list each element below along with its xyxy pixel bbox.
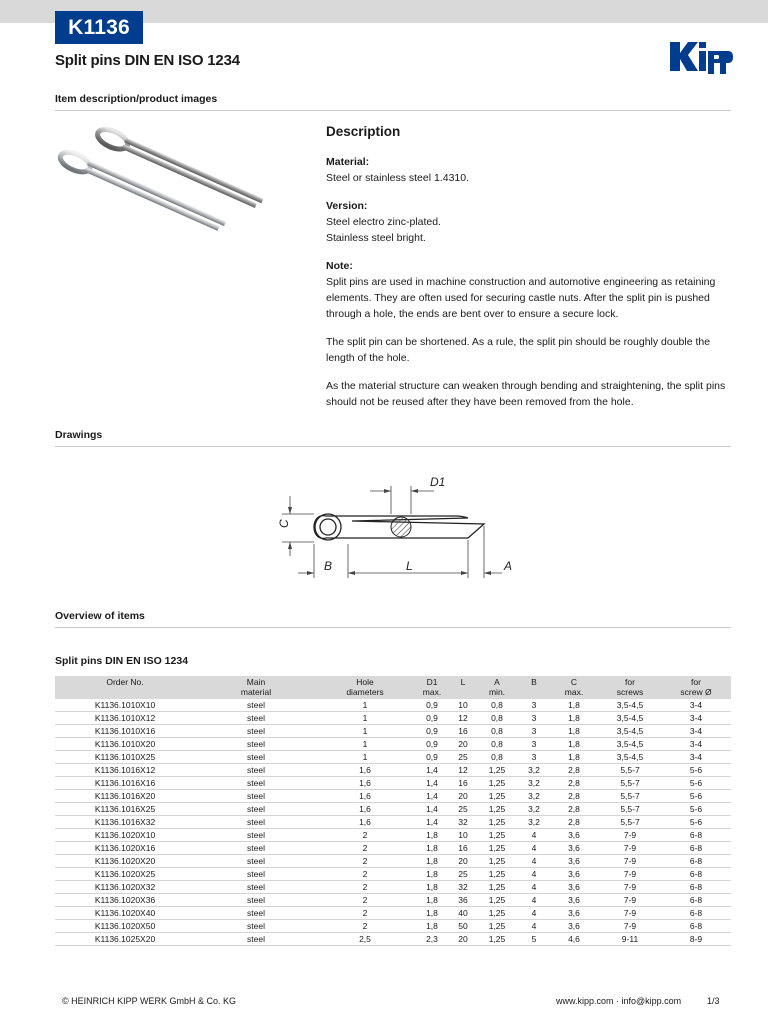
table-cell: steel [195,894,317,907]
table-cell: 2,8 [549,777,599,790]
table-cell: 0,9 [413,725,451,738]
table-row [55,920,731,933]
table-cell: 4 [519,855,549,868]
column-header-line: D1 [426,677,438,687]
table-cell: 20 [451,790,475,803]
table-cell: steel [195,712,317,725]
table-cell: K1136.1020X40 [55,907,195,920]
description-heading: Description [326,124,401,139]
table-cell: 1,6 [317,803,413,816]
table-cell: 20 [451,855,475,868]
table-cell: 3,6 [549,855,599,868]
table-cell: 2 [317,829,413,842]
note-paragraph-1: Split pins are used in machine construction and automotive engineering as retaining elements. They are often used for securing castle nuts. After the split pin is pushed through a hole, the ends are bent over to ensure a secure lock. [326,276,716,320]
table-cell: 7-9 [599,829,661,842]
table-cell: 6-8 [661,907,731,920]
table-cell: 1,8 [413,855,451,868]
table-cell: 1,8 [413,829,451,842]
table-cell: steel [195,933,317,946]
table-cell: 1,25 [475,777,519,790]
table-cell: 6-8 [661,868,731,881]
table-cell: 12 [451,712,475,725]
table-cell: 1,25 [475,816,519,829]
dimension-label-a: A [504,559,513,573]
table-cell: 6-8 [661,855,731,868]
table-cell: 1,8 [549,699,599,712]
table-cell: steel [195,816,317,829]
table-cell: 2 [317,881,413,894]
table-cell: 1,25 [475,842,519,855]
table-cell: 1,25 [475,907,519,920]
table-cell: steel [195,725,317,738]
table-cell: steel [195,699,317,712]
table-cell: K1136.1016X20 [55,790,195,803]
table-cell: 5-6 [661,803,731,816]
table-cell: 1,4 [413,764,451,777]
footer-copyright: © HEINRICH KIPP WERK GmbH & Co. KG [62,996,236,1006]
table-cell: 4,6 [549,933,599,946]
table-cell: steel [195,764,317,777]
column-header-line: screws [616,687,644,697]
table-cell: K1136.1020X20 [55,855,195,868]
column-header-line [453,687,473,697]
table-cell: 0,8 [475,699,519,712]
table-cell: 5-6 [661,816,731,829]
dimension-label-l: L [406,559,413,573]
table-cell: steel [195,829,317,842]
table-cell: 3 [519,725,549,738]
table-cell: 32 [451,816,475,829]
table-row [55,725,731,738]
table-cell: 1,25 [475,933,519,946]
table-cell: 36 [451,894,475,907]
column-header-line: max. [422,687,442,697]
version-text-2: Stainless steel bright. [326,232,426,244]
table-cell: 3 [519,738,549,751]
table-cell: 2,3 [413,933,451,946]
table-cell: 32 [451,881,475,894]
table-row [55,842,731,855]
table-cell: 6-8 [661,842,731,855]
material-label: Material: [326,156,370,168]
table-cell: 3,5-4,5 [599,712,661,725]
column-header-line: material [240,687,272,697]
table-cell: 4 [519,920,549,933]
table-cell: 1,8 [549,738,599,751]
table-row [55,933,731,946]
table-cell: 2 [317,842,413,855]
table-cell: 3,2 [519,816,549,829]
table-cell: 3-4 [661,699,731,712]
table-cell: 1,8 [413,881,451,894]
table-row [55,790,731,803]
table-row [55,738,731,751]
table-title: Split pins DIN EN ISO 1234 [55,655,189,667]
table-cell: 3,2 [519,803,549,816]
table-cell: 1,25 [475,855,519,868]
table-cell: 0,9 [413,699,451,712]
table-cell: 3 [519,751,549,764]
table-cell: 3,6 [549,920,599,933]
table-cell: 2 [317,907,413,920]
table-cell: 0,9 [413,738,451,751]
table-cell: 6-8 [661,894,731,907]
table-cell: 3 [519,712,549,725]
table-cell: K1136.1016X32 [55,816,195,829]
column-header [599,676,661,699]
column-header-line [521,687,547,697]
table-cell: 3,2 [519,790,549,803]
table-cell: 0,8 [475,738,519,751]
version-text-1: Steel electro zinc-plated. [326,216,441,228]
table-cell: 0,9 [413,712,451,725]
table-cell: steel [195,920,317,933]
table-cell: 1,8 [413,907,451,920]
table-row [55,816,731,829]
table-cell: 5-6 [661,790,731,803]
table-cell: 1 [317,699,413,712]
table-cell: 1,25 [475,868,519,881]
table-cell: steel [195,803,317,816]
table-row [55,751,731,764]
column-header-line: Hole [356,677,374,687]
table-cell: steel [195,842,317,855]
table-cell: 10 [451,829,475,842]
table-cell: 5,5-7 [599,777,661,790]
material-text: Steel or stainless steel 1.4310. [326,172,470,184]
version-block [326,198,731,246]
table-cell: steel [195,790,317,803]
table-row [55,868,731,881]
table-cell: 7-9 [599,855,661,868]
table-row [55,777,731,790]
table-cell: 5,5-7 [599,764,661,777]
table-cell: 1,8 [549,712,599,725]
table-cell: 5,5-7 [599,790,661,803]
table-cell: 5-6 [661,764,731,777]
note-label: Note: [326,260,353,272]
split-pin-technical-drawing [262,466,526,586]
table-cell: 0,8 [475,725,519,738]
table-cell: 16 [451,842,475,855]
table-cell: 1 [317,712,413,725]
table-cell: 7-9 [599,920,661,933]
table-cell: 1,8 [549,725,599,738]
page-title: Split pins DIN EN ISO 1234 [55,52,240,69]
table-cell: 3 [519,699,549,712]
table-cell: 2 [317,855,413,868]
table-cell: steel [195,907,317,920]
table-cell: 25 [451,803,475,816]
column-header-line: B [531,677,537,687]
table-cell: 5-6 [661,777,731,790]
table-cell: K1136.1020X36 [55,894,195,907]
column-header [549,676,599,699]
table-cell: 1,25 [475,790,519,803]
table-cell: 1,6 [317,777,413,790]
table-row [55,881,731,894]
table-header-row [55,676,731,699]
table-cell: 1,25 [475,881,519,894]
dimension-label-b: B [324,559,333,573]
section-divider [55,110,731,111]
column-header-line: Order No. [106,677,144,687]
table-cell: 40 [451,907,475,920]
table-row [55,699,731,712]
table-cell: 1 [317,725,413,738]
table-row [55,764,731,777]
table-cell: K1136.1010X16 [55,725,195,738]
table-cell: 1,8 [413,920,451,933]
table-cell: K1136.1025X20 [55,933,195,946]
table-cell: K1136.1020X25 [55,868,195,881]
column-header [519,676,549,699]
table-cell: 3,6 [549,894,599,907]
table-row [55,712,731,725]
table-cell: 3,6 [549,842,599,855]
table-cell: 7-9 [599,894,661,907]
table-cell: 3,6 [549,868,599,881]
table-cell: 6-8 [661,881,731,894]
table-cell: 16 [451,777,475,790]
table-cell: 3,6 [549,907,599,920]
table-cell: 3,2 [519,764,549,777]
table-cell: K1136.1016X16 [55,777,195,790]
table-cell: 0,8 [475,712,519,725]
table-cell: steel [195,738,317,751]
table-cell: 4 [519,894,549,907]
table-cell: K1136.1010X20 [55,738,195,751]
column-header-line: A [494,677,500,687]
split-pins-product-image [40,118,280,248]
table-cell: 1,6 [317,790,413,803]
table-cell: 3,6 [549,829,599,842]
table-cell: 3,5-4,5 [599,699,661,712]
table-cell: 1,25 [475,894,519,907]
table-cell: 2 [317,920,413,933]
table-cell: 4 [519,829,549,842]
table-cell: 7-9 [599,842,661,855]
table-cell: 1,6 [317,816,413,829]
table-cell: 1,4 [413,816,451,829]
table-cell: 2 [317,894,413,907]
table-cell: 3,5-4,5 [599,738,661,751]
table-cell: K1136.1016X12 [55,764,195,777]
table-cell: 7-9 [599,868,661,881]
section-heading-drawings: Drawings [55,429,103,441]
table-cell: 1 [317,738,413,751]
dimension-label-d1: D1 [430,475,446,489]
table-cell: 5,5-7 [599,803,661,816]
table-cell: 2 [317,868,413,881]
table-cell: 2,8 [549,790,599,803]
column-header [451,676,475,699]
table-cell: 50 [451,920,475,933]
table-cell: K1136.1020X10 [55,829,195,842]
table-cell: steel [195,777,317,790]
column-header [413,676,451,699]
column-header-line: for [691,677,701,687]
table-cell: K1136.1010X12 [55,712,195,725]
note-block-3 [326,378,731,410]
table-cell: K1136.1020X16 [55,842,195,855]
table-cell: 4 [519,842,549,855]
table-cell: 3,6 [549,881,599,894]
table-cell: steel [195,881,317,894]
table-cell: 12 [451,764,475,777]
table-cell: 1,8 [549,751,599,764]
column-header [661,676,731,699]
table-row [55,855,731,868]
version-label: Version: [326,200,368,212]
table-cell: 6-8 [661,829,731,842]
table-cell: 4 [519,881,549,894]
table-row [55,907,731,920]
column-header-line: C [570,677,578,687]
column-header [317,676,413,699]
table-cell: 1,25 [475,803,519,816]
table-cell: 3,2 [519,777,549,790]
table-cell: 7-9 [599,881,661,894]
table-cell: 2,5 [317,933,413,946]
table-cell: 7-9 [599,907,661,920]
table-cell: 1,4 [413,777,451,790]
table-cell: K1136.1010X25 [55,751,195,764]
table-row [55,803,731,816]
table-cell: 1,25 [475,764,519,777]
table-cell: 2,8 [549,816,599,829]
section-divider [55,446,731,447]
table-cell: steel [195,855,317,868]
note-paragraph-2: The split pin can be shortened. As a rule, the split pin should be roughly double the length of the hole. [326,336,711,364]
table-cell: 3-4 [661,751,731,764]
table-cell: 1,8 [413,894,451,907]
footer-contact-link[interactable]: www.kipp.com · info@kipp.com [556,996,682,1006]
table-cell: 0,9 [413,751,451,764]
column-header [55,676,195,699]
table-cell: 6-8 [661,920,731,933]
table-cell: K1136.1020X50 [55,920,195,933]
table-cell: 1,8 [413,842,451,855]
footer-page-number: 1/3 [707,996,720,1006]
table-cell: 5 [519,933,549,946]
table-cell: 1,25 [475,829,519,842]
table-cell: 25 [451,751,475,764]
table-cell: 3,5-4,5 [599,751,661,764]
note-block [326,258,731,322]
column-header [195,676,317,699]
table-cell: 1,6 [317,764,413,777]
column-header [475,676,519,699]
section-heading-overview: Overview of items [55,610,145,622]
table-body [55,699,731,946]
column-header-line: min. [488,687,506,697]
table-cell: 25 [451,868,475,881]
note-paragraph-3: As the material structure can weaken through bending and straightening, the split pins should not be reused after they have been removed from the hole. [326,380,726,408]
column-header-line: diameters [346,687,384,697]
table-cell: 5,5-7 [599,816,661,829]
table-cell: 3,5-4,5 [599,725,661,738]
table-cell: 20 [451,738,475,751]
dimension-label-c: C [277,519,291,528]
section-divider [55,627,731,628]
table-cell: 8-9 [661,933,731,946]
note-block-2 [326,334,731,366]
table-cell: 3-4 [661,725,731,738]
table-cell: 4 [519,868,549,881]
table-cell: 3-4 [661,738,731,751]
column-header-line [57,687,193,697]
table-cell: 16 [451,725,475,738]
table-cell: steel [195,751,317,764]
table-cell: 9-11 [599,933,661,946]
column-header-line: screw Ø [680,687,712,697]
kipp-logo-icon [668,38,734,74]
table-cell: 2,8 [549,764,599,777]
table-cell: K1136.1010X10 [55,699,195,712]
table-cell: 0,8 [475,751,519,764]
table-cell: 1 [317,751,413,764]
table-row [55,829,731,842]
items-table [55,676,731,946]
table-cell: 20 [451,933,475,946]
description-panel [326,124,731,422]
section-heading-item-description: Item description/product images [55,93,218,105]
column-header-line: max. [564,687,584,697]
table-cell: 3-4 [661,712,731,725]
product-code-badge: K1136 [55,11,143,44]
table-header [55,676,731,699]
table-cell: 10 [451,699,475,712]
column-header-line: Main [246,677,266,687]
material-block [326,154,731,186]
table-cell: K1136.1020X32 [55,881,195,894]
table-cell: 1,4 [413,803,451,816]
table-cell: 1,25 [475,920,519,933]
table-cell: 4 [519,907,549,920]
table-cell: 1,4 [413,790,451,803]
table-cell: K1136.1016X25 [55,803,195,816]
table-cell: 1,8 [413,868,451,881]
column-header-line: L [460,677,466,687]
table-cell: steel [195,868,317,881]
table-row [55,894,731,907]
table-cell: 2,8 [549,803,599,816]
column-header-line: for [625,677,635,687]
